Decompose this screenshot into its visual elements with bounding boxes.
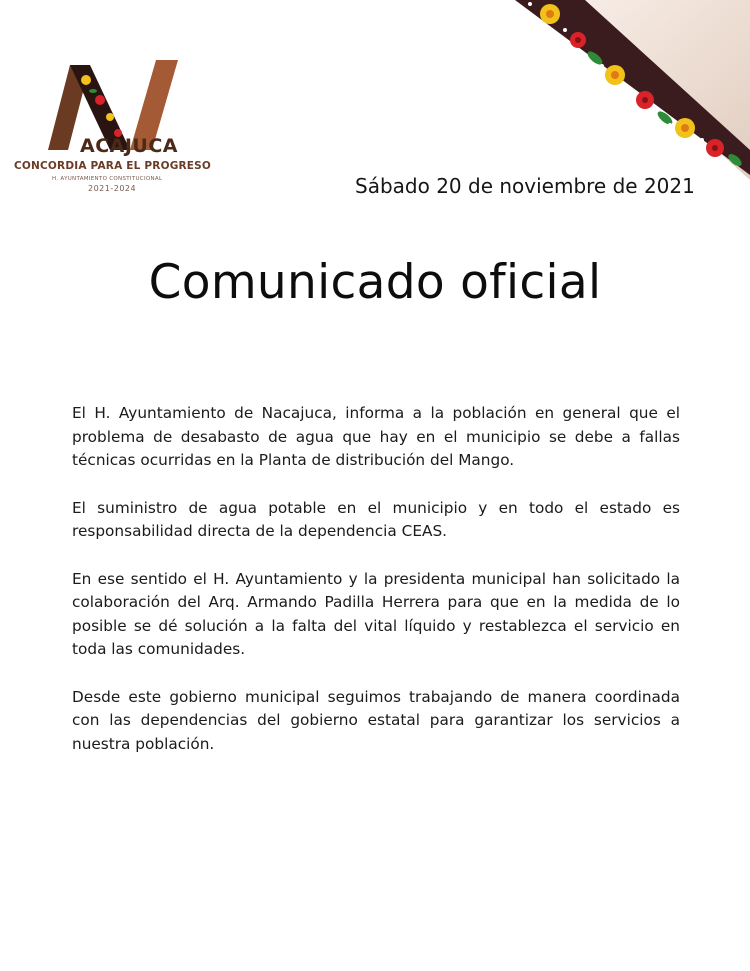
- paragraph: El suministro de agua potable en el municipio y en todo el estado es responsabilidad directa de la dependencia CEAS.: [72, 498, 680, 540]
- municipal-logo: [10, 55, 215, 205]
- logo-slogan: CONCORDIA PARA EL PROGRESO: [14, 160, 212, 172]
- page-title: Comunicado oficial: [148, 255, 602, 310]
- logo-subtitle: H. AYUNTAMIENTO CONSTITUCIONAL: [52, 176, 163, 182]
- embroidered-ribbon-decoration: [510, 0, 750, 180]
- logo-years: 2021-2024: [88, 184, 137, 193]
- logo-name: ACAJUCA: [80, 135, 178, 157]
- statement-body: [72, 402, 680, 780]
- paragraph: En ese sentido el H. Ayuntamiento y la presidenta municipal han solicitado la colaboración del Arq. Armando Padilla Herrera para que en la medida de lo posible se dé solución a la falta del vital líquido y restablezca el servicio en toda las comunidades.: [72, 569, 680, 658]
- statement-date: Sábado 20 de noviembre de 2021: [355, 174, 695, 198]
- paragraph: Desde este gobierno municipal seguimos trabajando de manera coordinada con las dependencias del gobierno estatal para garantizar los servicios a nuestra población.: [72, 687, 680, 753]
- paragraph: El H. Ayuntamiento de Nacajuca, informa a la población en general que el problema de desabasto de agua que hay en el municipio se debe a fallas técnicas ocurridas en la Planta de distribución del Mango.: [72, 404, 680, 469]
